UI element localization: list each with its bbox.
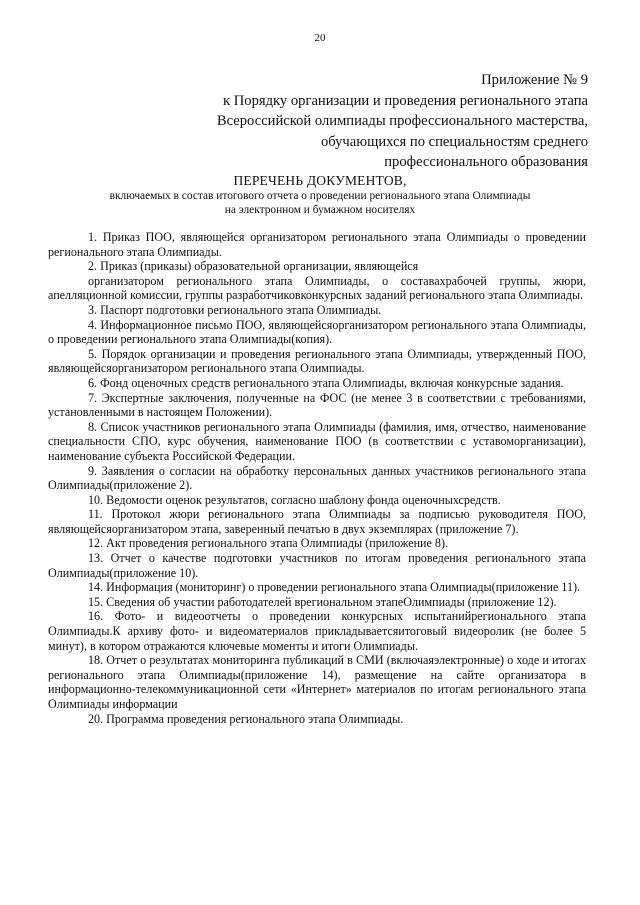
- document-title: ПЕРЕЧЕНЬ ДОКУМЕНТОВ,: [233, 173, 407, 188]
- list-item: 7. Экспертные заключения, полученные на ФОС (не менее 3 в соответствии с требованиями, установленными в настоящем Положении).: [48, 390, 586, 420]
- list-item: 9. Заявления о согласии на обработку персональных данных участников регионального этапа Олимпиады(приложение 2).: [48, 463, 586, 493]
- list-item: 11. Протокол жюри регионального этапа Олимпиады за подписью руководителя ПОО, являющейсяорганизатором этапа, заверенный печатью в двух экземплярах (приложение 7).: [48, 507, 586, 536]
- list-item: 1. Приказ ПОО, являющейся организатором регионального этапа Олимпиады о проведении регионального этапа Олимпиады.: [48, 230, 586, 259]
- list-item: 5. Порядок организации и проведения регионального этапа Олимпиады, утвержденный ПОО, являющейсяорганизатором регионального этапа Олимпиады.: [48, 346, 586, 376]
- list-item: 8. Список участников регионального этапа Олимпиады (фамилия, имя, отчество, наименование специальности СПО, курс обучения, наименование ПОО (в соответствии с уставоморганизации), наименование субъекта Российской Федерации.: [48, 419, 586, 463]
- list-item: 14. Информация (мониторинг) о проведении регионального этапа Олимпиады(приложение 11).: [88, 580, 581, 595]
- list-item: 18. Отчет о результатах мониторинга публикаций в СМИ (включаяэлектронные) о ходе и итогах регионального этапа Олимпиады(приложение 14), размещение на сайте организатора в информационно-телекоммуникационной сети «Интернет» материалов по итогам регионального этапа Олимпиады информации: [48, 653, 586, 711]
- list-item: 3. Паспорт подготовки регионального этапа Олимпиады.: [88, 302, 382, 317]
- list-item: 20. Программа проведения регионального этапа Олимпиады.: [88, 711, 404, 726]
- list-item: 10. Ведомости оценок результатов, согласно шаблону фонда оценочныхсредств.: [88, 492, 501, 507]
- list-item: 16. Фото- и видеоотчеты о проведении конкурсных испытанийрегионального этапа Олимпиады.К архиву фото- и видеоматериалов прикладываетсяитоговый видеоролик (не более 5 минут), в котором отражаются ключевые моменты и итоги Олимпиады.: [48, 609, 586, 653]
- appendix-line: профессионального образования: [384, 154, 588, 170]
- appendix-line: к Порядку организации и проведения регионального этапа: [223, 92, 588, 109]
- appendix-line: Всероссийской олимпиады профессионального мастерства,: [216, 113, 588, 129]
- list-item: 4. Информационное письмо ПОО, являющейсяорганизатором регионального этапа Олимпиады, о проведении регионального этапа Олимпиады(копия).: [48, 317, 586, 347]
- appendix-number: Приложение № 9: [481, 72, 588, 88]
- appendix-header: [168, 70, 588, 173]
- document-subtitle: включаемых в состав итогового отчета о проведении регионального этапа Олимпиады: [109, 190, 531, 202]
- appendix-line: обучающихся по специальностям среднего: [320, 133, 588, 150]
- list-item: 13. Отчет о качестве подготовки участников по итогам проведения регионального этапа Олимпиады(приложение 10).: [48, 551, 586, 580]
- document-list: [48, 230, 586, 726]
- page-number: 20: [314, 32, 326, 44]
- list-item: 2. Приказ (приказы) образовательной организации, являющейся: [88, 259, 419, 274]
- document-heading: [0, 172, 640, 217]
- list-item: организатором регионального этапа Олимпиады, о составахрабочей группы, жюри, апелляционной комиссии, группы разработчиковконкурсных заданий регионального этапа Олимпиады.: [48, 273, 586, 303]
- list-item: 6. Фонд оценочных средств регионального этапа Олимпиады, включая конкурсные задания.: [88, 375, 564, 390]
- list-item: 12. Акт проведения регионального этапа Олимпиады (приложение 8).: [88, 536, 449, 551]
- list-item: 15. Сведения об участии работодателей врегиональном этапеОлимпиады (приложение 12).: [88, 594, 557, 609]
- document-subtitle: на электронном и бумажном носителях: [224, 204, 416, 216]
